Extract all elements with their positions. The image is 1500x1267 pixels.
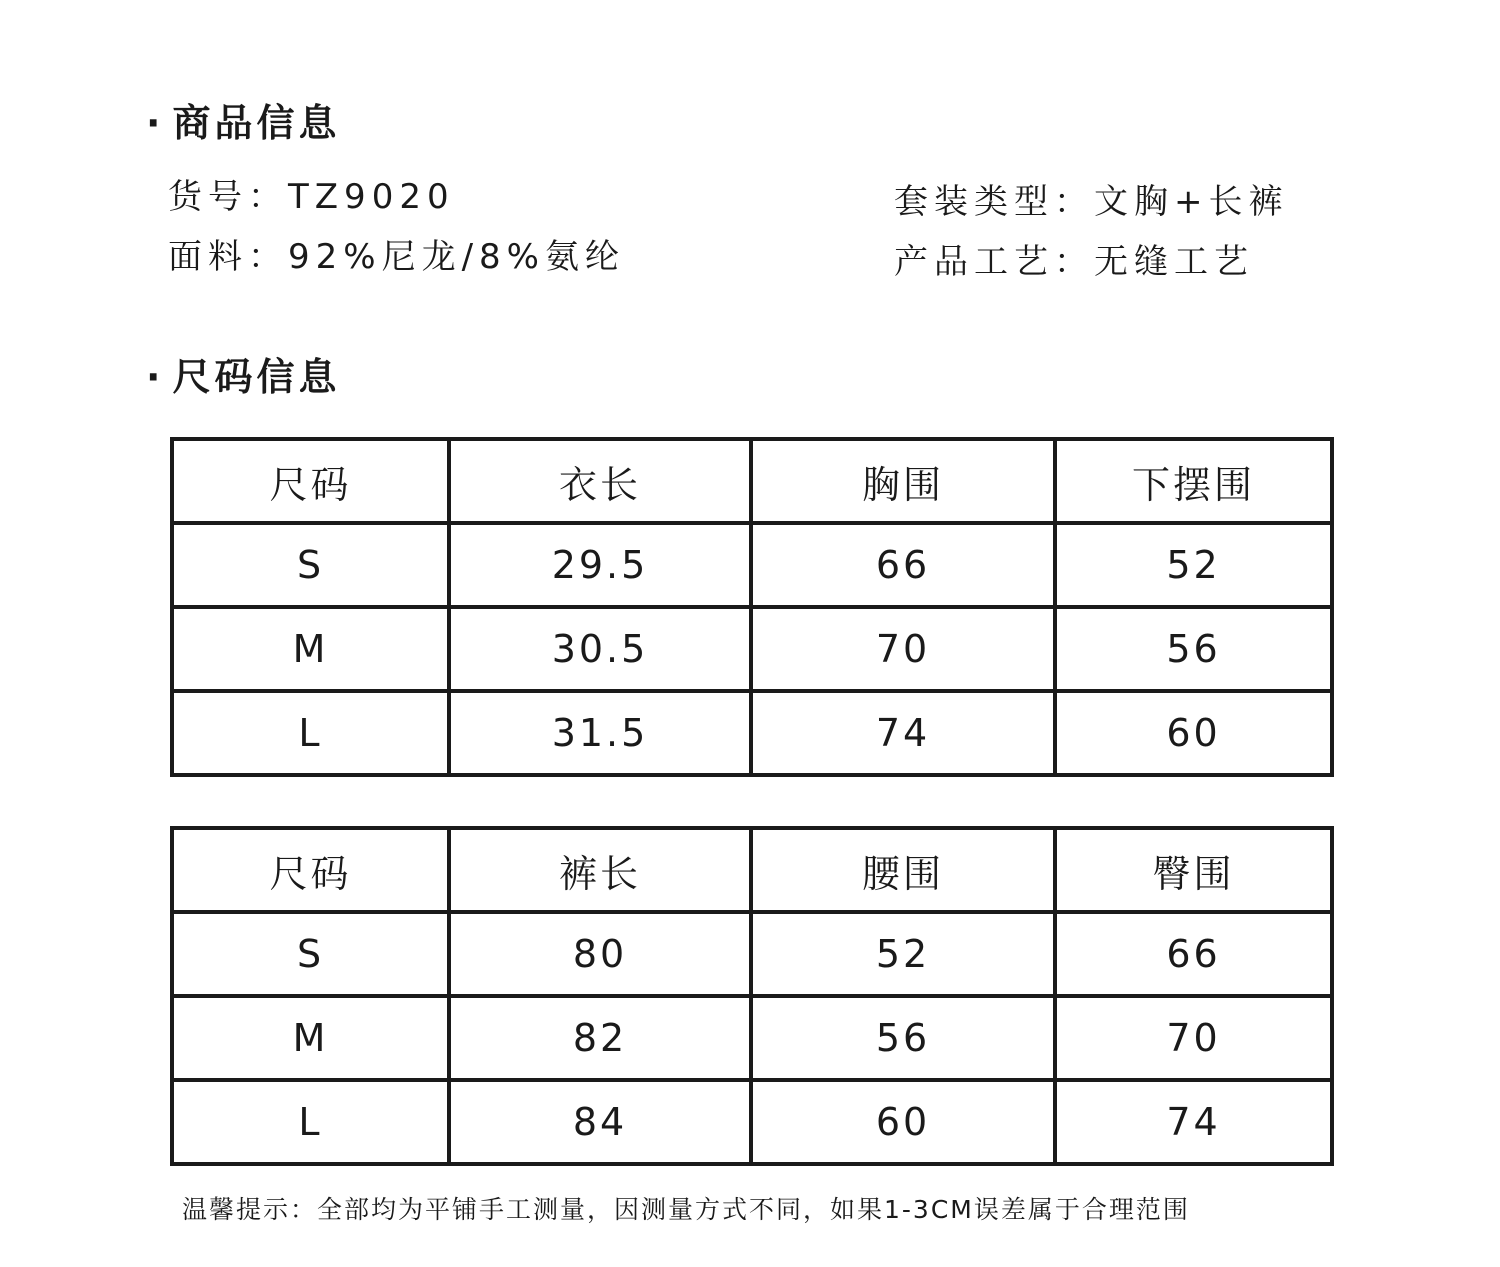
table-row <box>172 607 1332 691</box>
bullet-dot: · <box>146 355 165 399</box>
table-cell: S <box>172 523 449 607</box>
product-info-heading <box>146 101 341 145</box>
table-header-row <box>172 439 1332 523</box>
table-row <box>172 996 1332 1080</box>
craft-info: 产品工艺：无缝工艺 <box>894 242 1254 282</box>
header-cell: 臀围 <box>1055 828 1332 912</box>
header-cell: 衣长 <box>449 439 751 523</box>
header-cell: 尺码 <box>172 828 449 912</box>
table-cell: 82 <box>449 996 751 1080</box>
table-cell: 60 <box>751 1080 1055 1164</box>
table-cell: 66 <box>1055 912 1332 996</box>
bullet-dot: · <box>146 101 165 145</box>
table-cell: 84 <box>449 1080 751 1164</box>
table-row <box>172 523 1332 607</box>
table-row <box>172 691 1332 775</box>
bottom-size-table <box>170 826 1334 1166</box>
product-info-title: 商品信息 <box>172 101 341 145</box>
table-cell: M <box>172 607 449 691</box>
table-cell: 70 <box>1055 996 1332 1080</box>
table-cell: 31.5 <box>449 691 751 775</box>
table-row <box>172 1080 1332 1164</box>
table-cell: 74 <box>751 691 1055 775</box>
table-cell: M <box>172 996 449 1080</box>
item-number: 货号：TZ9020 <box>168 177 455 217</box>
table-cell: 52 <box>1055 523 1332 607</box>
measurement-note: 温馨提示：全部均为平铺手工测量，因测量方式不同，如果1-3CM误差属于合理范围 <box>182 1195 1190 1224</box>
top-size-table <box>170 437 1334 777</box>
table-cell: 56 <box>751 996 1055 1080</box>
header-cell: 下摆围 <box>1055 439 1332 523</box>
table-header-row <box>172 828 1332 912</box>
table-cell: S <box>172 912 449 996</box>
set-type-info: 套装类型：文胸+长裤 <box>894 182 1289 222</box>
table-row <box>172 912 1332 996</box>
table-cell: 29.5 <box>449 523 751 607</box>
header-cell: 尺码 <box>172 439 449 523</box>
table-cell: L <box>172 691 449 775</box>
fabric-info: 面料：92%尼龙/8%氨纶 <box>168 237 625 277</box>
size-info-heading <box>146 355 341 399</box>
table-cell: 74 <box>1055 1080 1332 1164</box>
header-cell: 裤长 <box>449 828 751 912</box>
table-cell: 60 <box>1055 691 1332 775</box>
header-cell: 腰围 <box>751 828 1055 912</box>
size-info-title: 尺码信息 <box>172 355 341 399</box>
table-cell: 30.5 <box>449 607 751 691</box>
table-cell: 52 <box>751 912 1055 996</box>
header-cell: 胸围 <box>751 439 1055 523</box>
table-cell: 70 <box>751 607 1055 691</box>
table-cell: L <box>172 1080 449 1164</box>
table-cell: 66 <box>751 523 1055 607</box>
table-cell: 80 <box>449 912 751 996</box>
table-cell: 56 <box>1055 607 1332 691</box>
